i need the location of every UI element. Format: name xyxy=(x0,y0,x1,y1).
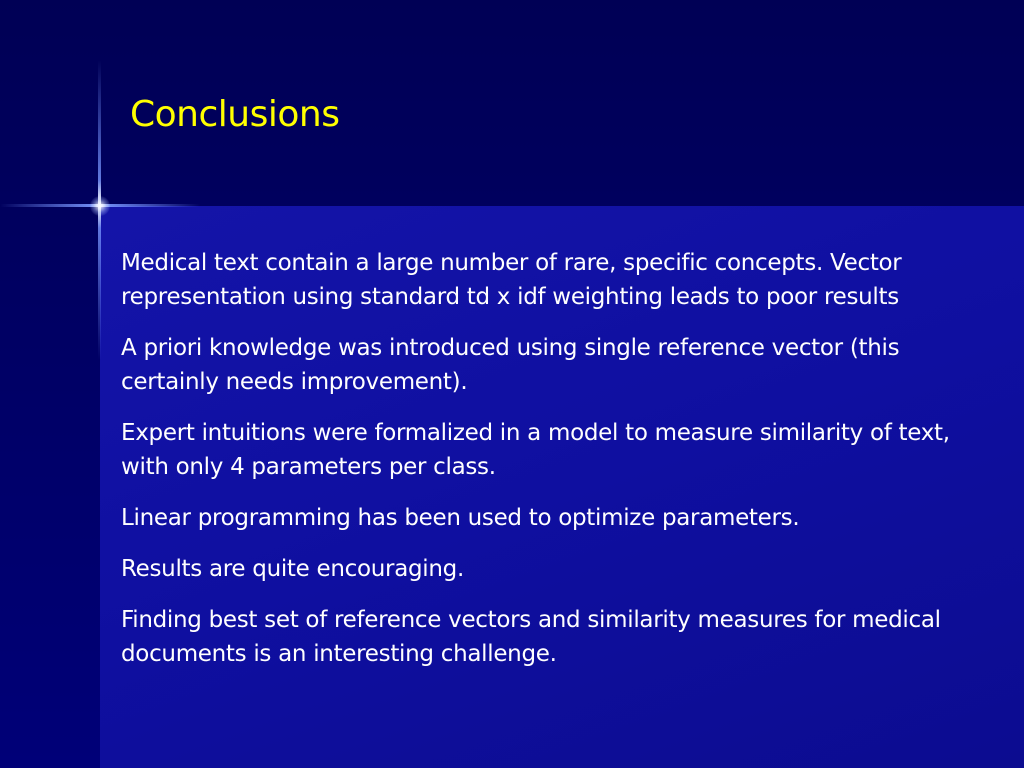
slide-body xyxy=(121,246,1001,688)
paragraph-rare-concepts: Medical text contain a large number of rare, specific concepts. Vector representation using standard td x idf weighting leads to poor results xyxy=(121,250,902,310)
paragraph-expert-intuitions: Expert intuitions were formalized in a model to measure similarity of text, with only 4 parameters per class. xyxy=(121,420,950,480)
paragraph-linear-programming: Linear programming has been used to optimize parameters. xyxy=(121,505,800,531)
paragraph-challenge: Finding best set of reference vectors and similarity measures for medical documents is an interesting challenge. xyxy=(121,607,941,667)
paragraph-a-priori: A priori knowledge was introduced using single reference vector (this certainly needs improvement). xyxy=(121,335,900,395)
left-band xyxy=(0,206,100,768)
star-sparkle-icon xyxy=(90,196,110,216)
paragraph-results: Results are quite encouraging. xyxy=(121,556,464,582)
slide-title: Conclusions xyxy=(130,94,340,135)
